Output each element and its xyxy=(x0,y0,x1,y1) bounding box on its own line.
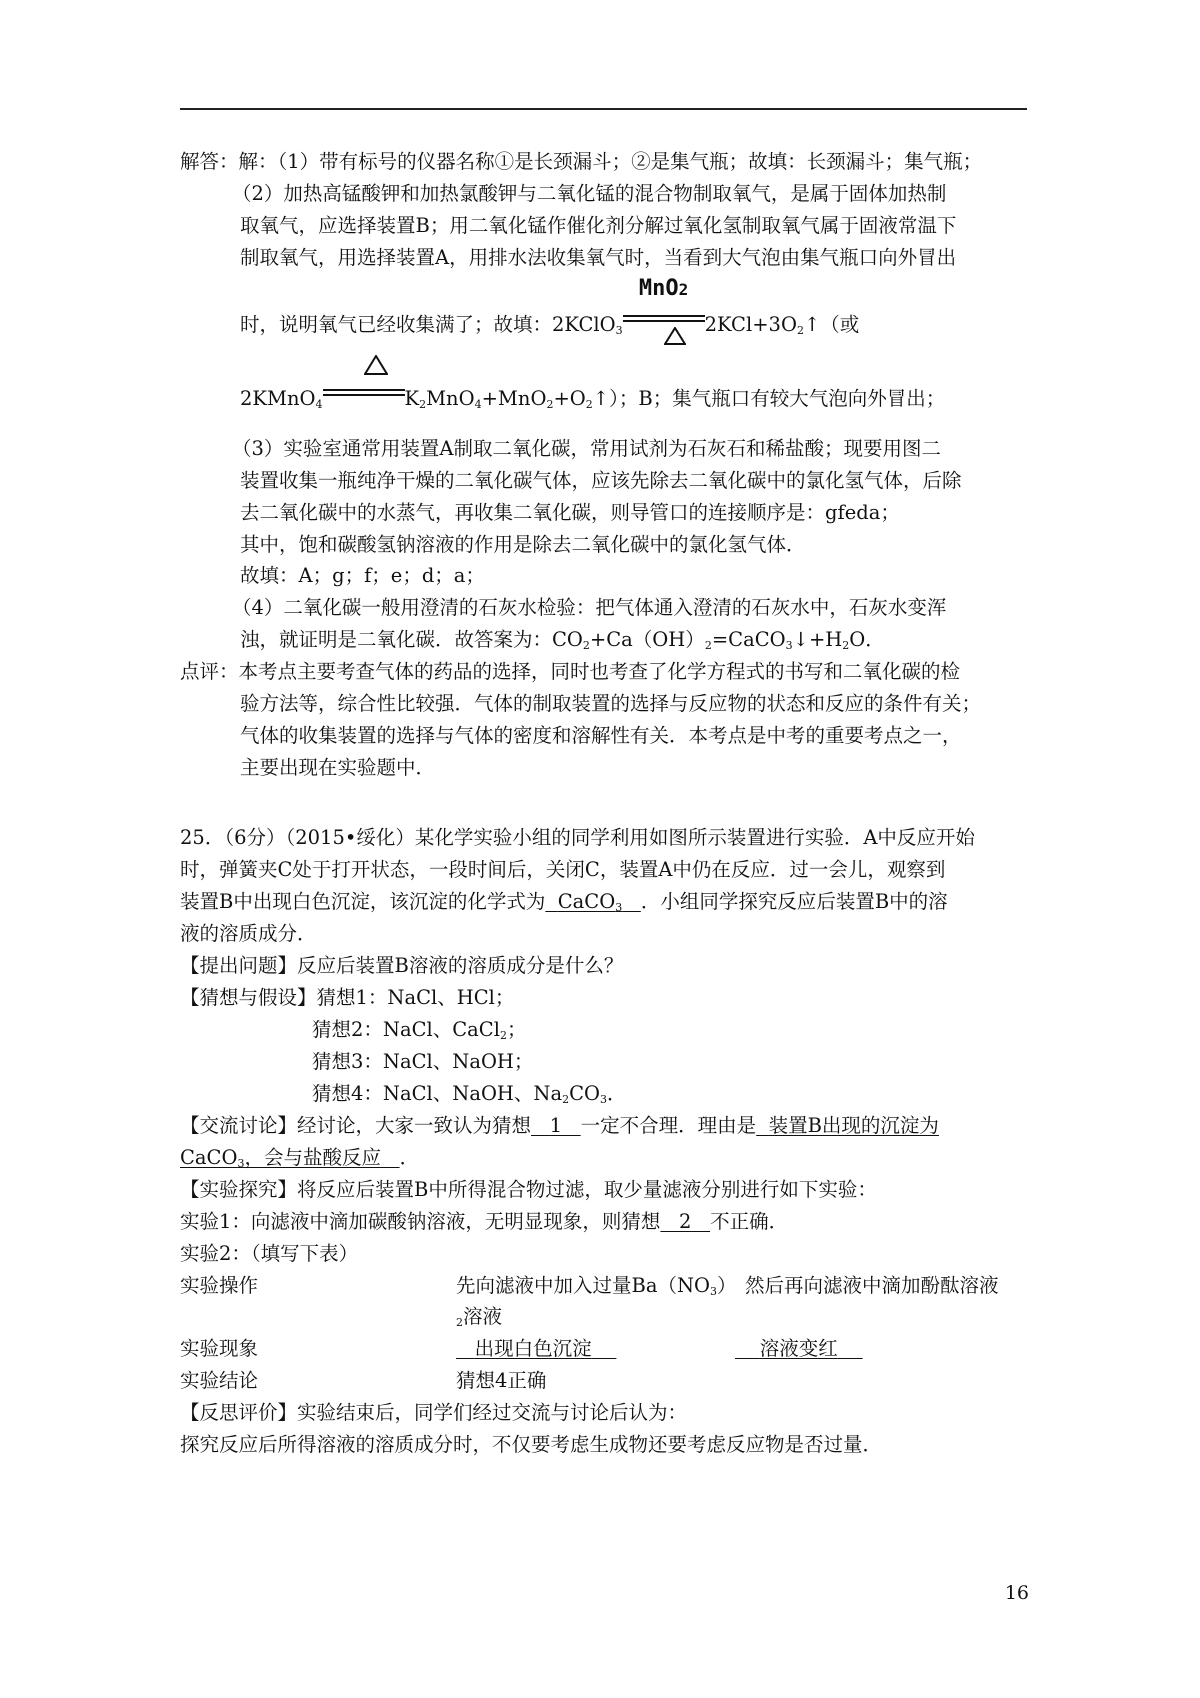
eq2-condition xyxy=(323,385,405,405)
eq2-sub-2c: 2 xyxy=(585,398,593,411)
table-op-col1: 先向滤液中加入过量$Ba(NO_3)$ xyxy=(456,1274,737,1298)
eq3-ca: +Ca（OH） xyxy=(589,628,705,651)
q25-answer-precipitate: CaCO$_3$ xyxy=(557,890,623,914)
q25-exp-1-post: 不正确． xyxy=(710,1210,789,1233)
eq1-equals-sign xyxy=(623,315,705,322)
q25-guess-2: 猜想2：NaCl、CaCl$_2$； xyxy=(312,1018,527,1042)
eq1-sub-2: 2 xyxy=(796,324,804,337)
table-concl-label: 实验结论 xyxy=(180,1369,259,1392)
q25-discussion-pre: 【交流讨论】经讨论，大家一致认为猜想 xyxy=(180,1114,532,1137)
q25-discussion-mid: 一定不合理．理由是 xyxy=(580,1114,757,1137)
header-rule xyxy=(180,108,1027,110)
eq2-k: K xyxy=(404,387,420,410)
q25-reflect-1: 【反思评价】实验结束后，同学们经过交流与讨论后认为： xyxy=(180,1401,688,1424)
table-op-col2: 然后再向滤液中滴加酚酞溶液 xyxy=(745,1274,999,1297)
answer-line-12: （4）二氧化碳一般用澄清的石灰水检验：把气体通入澄清的石灰水中，石灰水变浑 xyxy=(232,596,947,619)
eq3-caco: =CaCO xyxy=(711,628,786,651)
eq3-sub-2b: 2 xyxy=(704,639,712,652)
comment-line-1: 点评：本考点主要考查气体的药品的选择，同时也考查了化学方程式的书写和二氧化碳的检 xyxy=(180,660,961,683)
q25-discussion-2: CaCO$_3$，会与盐酸反应 ． xyxy=(180,1146,420,1170)
eq2-sub-2a: 2 xyxy=(419,398,427,411)
table-concl-col1: 猜想4正确 xyxy=(456,1369,547,1392)
q25-answer-guess: 1 xyxy=(549,1114,563,1137)
q25-line-4: 液的溶质成分． xyxy=(180,922,317,945)
eq3-sub-2c: 2 xyxy=(842,639,850,652)
eq3-sub-2a: 2 xyxy=(582,639,590,652)
eq2-sub-4b: 4 xyxy=(474,398,482,411)
table-phen-col1: 出现白色沉淀 xyxy=(474,1337,592,1360)
q25-exp-1 xyxy=(180,1210,788,1234)
table-phen-label: 实验现象 xyxy=(180,1337,259,1360)
answer-line-7: （3）实验室通常用装置A制取二氧化碳，常用试剂为石灰石和稀盐酸；现要用图二 xyxy=(232,437,941,460)
answer-line-3: 取氧气，应选择装置B；用二氧化锰作催化剂分解过氧化氢制取氧气属于固液常温下 xyxy=(240,214,957,237)
eq3-end: O． xyxy=(849,628,885,651)
comment-line-2: 验方法等，综合性比较强．气体的制取装置的选择与反应物的状态和反应的条件有关； xyxy=(240,692,982,715)
eq2-sub-2b: 2 xyxy=(546,398,554,411)
answer-line-11: 故填：A；g；f；e；d；a； xyxy=(240,564,485,587)
q25-line-2: 时，弹簧夹C处于打开状态，一段时间后，关闭C，装置A中仍在反应．过一会儿，观察到 xyxy=(180,858,946,881)
comment-line-3: 气体的收集装置的选择与气体的密度和溶解性有关．本考点是中考的重要考点之一， xyxy=(240,724,962,747)
q25-line-3-post: ．小组同学探究反应后装置B中的溶 xyxy=(640,890,948,913)
answer-line-13 xyxy=(240,628,885,652)
q25-answer-exp1: 2 xyxy=(679,1210,692,1233)
q25-guess-4: 猜想4：NaCl、NaOH、$Na_2CO_3$． xyxy=(312,1082,627,1106)
answer-line-8: 装置收集一瓶纯净干燥的二氧化碳气体，应该先除去二氧化碳中的氯化氢气体，后除 xyxy=(240,469,962,492)
q25-reflect-2: 探究反应后所得溶液的溶质成分时，不仅要考虑生成物还要考虑反应物是否过量． xyxy=(180,1433,883,1456)
q25-guess-1: 【猜想与假设】猜想1：NaCl、HCl； xyxy=(180,986,515,1009)
answer-line-2: （2）加热高锰酸钾和加热氯酸钾与二氧化锰的混合物制取氧气，是属于固体加热制 xyxy=(232,182,947,205)
answer-line-5 xyxy=(240,276,860,337)
eq1-tail: ↑（或 xyxy=(803,313,860,336)
answer-line-4: 制取氧气，用选择装置A，用排水法收集氧气时，当看到大气泡由集气瓶口向外冒出 xyxy=(240,246,957,269)
eq1-right: 2KCl+3O xyxy=(704,313,797,336)
q25-guess-3: 猜想3：NaCl、NaOH； xyxy=(312,1050,534,1073)
answer-line-10: 其中，饱和碳酸氢钠溶液的作用是除去二氧化碳中的氯化氢气体． xyxy=(240,533,806,556)
answer-line-6 xyxy=(240,385,945,411)
eq2-mno2: +MnO xyxy=(481,387,547,410)
eq2-tail: ↑）；B；集气瓶口有较大气泡向外冒出； xyxy=(592,387,946,410)
q25-line-3-pre: 装置B中出现白色沉淀，该沉淀的化学式为 xyxy=(180,890,546,913)
answer-line-1: 解答：解：（1）带有标号的仪器名称①是长颈漏斗；②是集气瓶；故填：长颈漏斗；集气瓶； xyxy=(180,150,983,173)
q25-explore: 【实验探究】将反应后装置B中所得混合物过滤，取少量滤液分别进行如下实验： xyxy=(180,1178,877,1201)
q25-answer-reason-1: 装置B出现的沉淀为 xyxy=(768,1114,939,1137)
q25-answer-reason-2: CaCO$_3$，会与盐酸反应 xyxy=(180,1146,381,1170)
q25-discussion xyxy=(180,1114,939,1138)
eq2-o2: +O xyxy=(553,387,586,410)
eq3-sub-3: 3 xyxy=(785,639,793,652)
eq2-left: 2KMnO xyxy=(240,387,316,410)
eq3-pre: 浊，就证明是二氧化碳．故答案为：CO xyxy=(240,628,583,651)
eq2-mno: MnO xyxy=(426,387,475,410)
table-phen-col2: 溶液变红 xyxy=(759,1337,838,1360)
page-number: 16 xyxy=(1004,1582,1029,1604)
eq1-left: 时，说明氧气已经收集满了；故填：2KClO xyxy=(240,313,616,336)
q25-line-3 xyxy=(180,890,948,914)
q25-question: 【提出问题】反应后装置B溶液的溶质成分是什么？ xyxy=(180,954,624,977)
table-op-label: 实验操作 xyxy=(180,1274,259,1297)
q25-line-1: 25．（6分）（2015•绥化）某化学实验小组的同学利用如图所示装置进行实验．A中反应开始 xyxy=(180,826,975,849)
eq2-equals-sign xyxy=(323,389,405,396)
comment-line-4: 主要出现在实验题中． xyxy=(240,756,436,779)
eq1-sub-3: 3 xyxy=(615,324,623,337)
answer-line-9: 去二氧化碳中的水蒸气，再收集二氧化碳，则导管口的连接顺序是：gfeda； xyxy=(240,501,900,524)
eq3-h: ↓+H xyxy=(792,628,843,651)
table-op-col1-b: $_2$溶液 xyxy=(456,1305,503,1329)
eq1-catalyst: MnO2 xyxy=(638,276,689,301)
eq1-condition xyxy=(623,276,705,331)
eq2-sub-4: 4 xyxy=(315,398,323,411)
q25-exp-2: 实验2：（填写下表） xyxy=(180,1242,359,1265)
q25-exp-1-pre: 实验1：向滤液中滴加碳酸钠溶液，无明显现象，则猜想 xyxy=(180,1210,661,1233)
